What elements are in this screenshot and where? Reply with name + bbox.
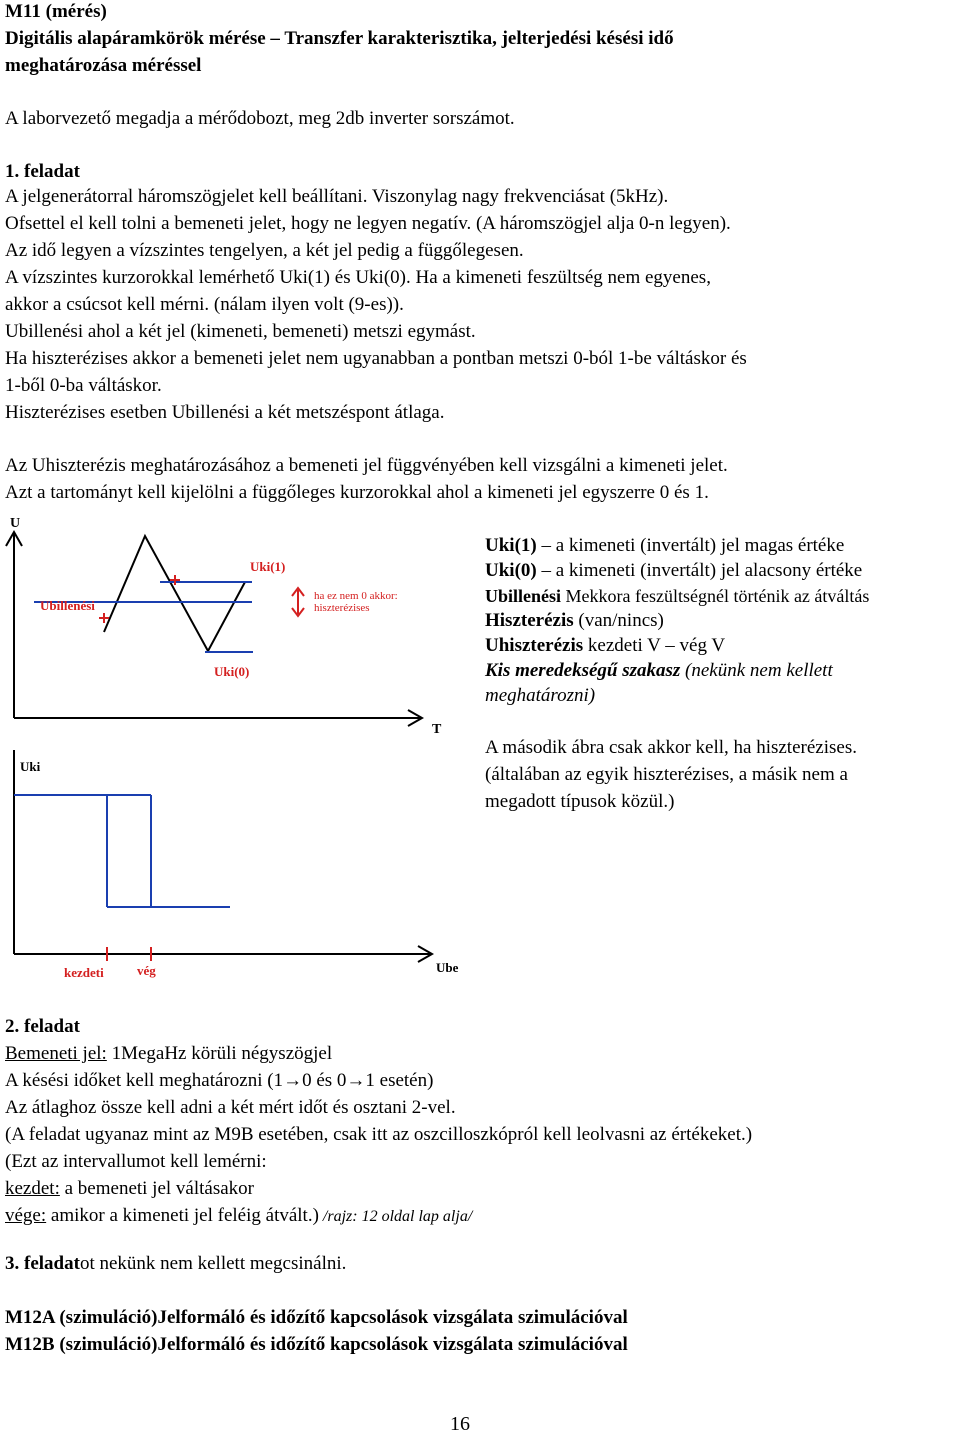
- legend-term: Ubillenési: [485, 586, 562, 606]
- triangle-signal: [104, 536, 245, 651]
- x-axis-label: Ube: [436, 960, 459, 975]
- module-code: M11 (mérés): [5, 1, 107, 22]
- legend-item: [485, 534, 844, 558]
- task1-line: 1-ből 0-ba váltáskor.: [5, 375, 162, 396]
- legend-desc: (van/nincs): [573, 610, 664, 631]
- end-label: vége:: [5, 1205, 47, 1226]
- task1-line: Az idő legyen a vízszintes tengelyen, a két jel pedig a függőlegesen.: [5, 240, 524, 261]
- label-start: kezdeti: [64, 965, 104, 980]
- y-axis-label: Uki: [20, 759, 41, 774]
- label-ubillenesi: Ubillenési: [40, 598, 95, 613]
- legend-item: [485, 609, 664, 633]
- task1-para2-line: Azt a tartományt kell kijelölni a függőleges kurzorokkal ahol a kimeneti jel egyszerre 0 és 1.: [5, 482, 709, 503]
- arrow-icon: →: [346, 1070, 366, 1091]
- task3: [5, 1252, 346, 1276]
- task1-line: A jelgenerátorral háromszögjelet kell beállítani. Viszonylag nagy frekvenciásat (5kHz).: [5, 186, 669, 207]
- legend-note: (általában az egyik hiszterézises, a másik nem a: [485, 764, 848, 785]
- task1-para2-line: Az Uhiszterézis meghatározásához a bemeneti jel függvényében kell vizsgálni a kimeneti jelet.: [5, 455, 728, 476]
- legend-term: Uki(1): [485, 535, 537, 556]
- start-label: kezdet:: [5, 1178, 60, 1199]
- task2-avg: Az átlaghoz össze kell adni a két mért időt és osztani 2-vel.: [5, 1097, 456, 1118]
- legend-term: Uhiszterézis: [485, 635, 584, 656]
- task3-rest: ot nekünk nem kellett megcsinálni.: [79, 1253, 347, 1274]
- legend-item: [485, 584, 869, 608]
- task1-line: A vízszintes kurzorokkal lemérhető Uki(1) és Uki(0). Ha a kimeneti feszültség nem egyenes,: [5, 267, 711, 288]
- hysteresis-note: hiszterézises: [314, 602, 370, 614]
- task2-input: [5, 1042, 332, 1066]
- delay-text: 0 és 0: [302, 1070, 347, 1091]
- legend-term: Hiszterézis: [485, 610, 574, 631]
- page-number: 16: [450, 1413, 470, 1435]
- task1-line: akkor a csúcsot kell mérni. (nálam ilyen volt (9-es)).: [5, 294, 404, 315]
- input-label: Bemeneti jel:: [5, 1043, 107, 1064]
- page-title-cont: meghatározása méréssel: [5, 55, 202, 76]
- start-text: a bemeneti jel váltásakor: [59, 1178, 254, 1199]
- transfer-diagram: [0, 740, 470, 985]
- label-uki1: Uki(1): [250, 559, 286, 574]
- legend-italic-term: Kis meredekségű szakasz: [485, 660, 681, 681]
- legend-desc: – a kimeneti (invertált) jel alacsony értéke: [536, 560, 863, 581]
- legend-desc: kezdeti V – vég V: [583, 635, 726, 656]
- legend-italic: [485, 659, 833, 683]
- task2-interval: (Ezt az intervallumot kell lemérni:: [5, 1151, 267, 1172]
- task1-line: Hiszterézises esetben Ubillenési a két metszéspont átlaga.: [5, 402, 445, 423]
- task1-heading: 1. feladat: [5, 161, 80, 182]
- end-text: amikor a kimeneti jel feléig átvált.): [46, 1205, 319, 1226]
- time-diagram: [0, 510, 460, 740]
- delay-text: 1 esetén): [365, 1070, 434, 1091]
- legend-italic-cont: meghatározni): [485, 685, 596, 706]
- label-uki0: Uki(0): [214, 664, 250, 679]
- page-title: Digitális alapáramkörök mérése – Transzfer karakterisztika, jelterjedési késési idő: [5, 28, 674, 49]
- task2-same: (A feladat ugyanaz mint az M9B esetében, csak itt az oszcilloszkópról kell leolvasni az értékeket.): [5, 1124, 753, 1145]
- task1-line: Ha hiszterézises akkor a bemeneti jelet nem ugyanabban a pontban metszi 0-ból 1-be váltáskor és: [5, 348, 747, 369]
- legend-desc: Mekkora feszültségnél történik az átváltás: [561, 586, 870, 606]
- input-value: 1MegaHz körüli négyszögjel: [106, 1043, 333, 1064]
- delay-text: A késési időket kell meghatározni (1: [5, 1070, 284, 1091]
- arrow-icon: →: [283, 1070, 303, 1091]
- x-axis-label: T: [432, 722, 442, 737]
- legend-item: [485, 634, 725, 658]
- legend-note: A második ábra csak akkor kell, ha hiszterézises.: [485, 737, 857, 758]
- task1-line: Ubillenési ahol a két jel (kimeneti, bemeneti) metszi egymást.: [5, 321, 476, 342]
- module-m12a: M12A (szimuláció)Jelformáló és időzítő kapcsolások vizsgálata szimulációval: [5, 1307, 628, 1328]
- intro-text: A laborvezető megadja a mérődobozt, meg 2db inverter sorszámot.: [5, 108, 515, 129]
- module-m12b: M12B (szimuláció)Jelformáló és időzítő kapcsolások vizsgálata szimulációval: [5, 1334, 628, 1355]
- legend-term: Uki(0): [485, 560, 537, 581]
- hysteresis-arrow: [292, 588, 304, 616]
- task2-end: [5, 1204, 472, 1229]
- task1-line: Ofsettel el kell tolni a bemeneti jelet, hogy ne legyen negatív. (A háromszögjel alja 0-n legyen).: [5, 213, 731, 234]
- task2-heading: 2. feladat: [5, 1016, 80, 1037]
- task3-heading: 3. feladat: [5, 1253, 80, 1274]
- label-end: vég: [137, 963, 156, 978]
- legend-item: [485, 559, 862, 583]
- y-axis-label: U: [10, 516, 21, 531]
- task2-delay: [5, 1069, 433, 1093]
- task2-start: [5, 1177, 254, 1201]
- legend-note: megadott típusok közül.): [485, 791, 675, 812]
- end-note: /rajz: 12 oldal lap alja/: [318, 1208, 473, 1225]
- hysteresis-note: ha ez nem 0 akkor:: [314, 590, 398, 602]
- legend-desc: – a kimeneti (invertált) jel magas értéke: [536, 535, 845, 556]
- legend-italic-rest: (nekünk nem kellett: [680, 660, 833, 681]
